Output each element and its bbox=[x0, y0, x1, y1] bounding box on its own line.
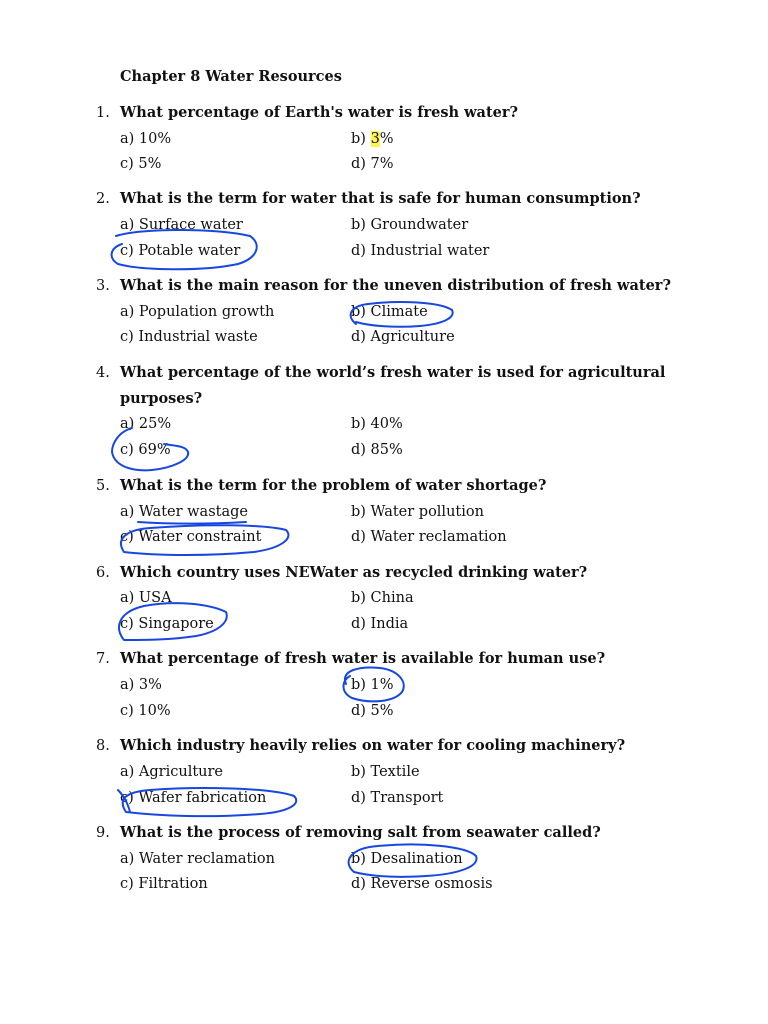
option-c: c) Singapore bbox=[120, 616, 214, 632]
question-text: Which country uses NEWater as recycled drinking water? bbox=[120, 564, 588, 581]
option-c: c) 10% bbox=[120, 703, 171, 719]
option-d: d) India bbox=[351, 616, 409, 632]
page-title: Chapter 8 Water Resources bbox=[120, 68, 342, 85]
option-b: b) Climate bbox=[351, 304, 428, 320]
option-c: c) 69% bbox=[120, 442, 171, 458]
option-d: d) Industrial water bbox=[351, 243, 490, 259]
option-d: d) 5% bbox=[351, 703, 394, 719]
option-c: c) Potable water bbox=[120, 243, 241, 259]
option-b bbox=[351, 131, 394, 147]
option-c: c) Industrial waste bbox=[120, 329, 258, 345]
option-b: b) Water pollution bbox=[351, 504, 484, 520]
ink-underline-q5 bbox=[138, 522, 246, 524]
option-d: d) 7% bbox=[351, 156, 394, 172]
option-d: d) 85% bbox=[351, 442, 403, 458]
option-b: b) Groundwater bbox=[351, 217, 469, 233]
option-a: a) Water wastage bbox=[120, 504, 248, 520]
question-text: What percentage of fresh water is available for human use? bbox=[120, 650, 606, 667]
option-d: d) Water reclamation bbox=[351, 529, 507, 545]
question-text: What is the process of removing salt from seawater called? bbox=[120, 824, 601, 841]
option-c: c) 5% bbox=[120, 156, 162, 172]
question-text: What percentage of Earth's water is fresh water? bbox=[120, 104, 519, 121]
option-d: d) Reverse osmosis bbox=[351, 876, 493, 892]
option-b: b) Textile bbox=[351, 764, 420, 780]
option-a: a) 25% bbox=[120, 416, 172, 432]
question-number: 8. bbox=[96, 738, 110, 754]
question-text: Which industry heavily relies on water for cooling machinery? bbox=[120, 737, 626, 754]
question-text: What is the term for water that is safe for human consumption? bbox=[120, 190, 641, 207]
option-a: a) Population growth bbox=[120, 304, 275, 320]
question-number: 7. bbox=[96, 651, 110, 667]
option-b-prefix: b) bbox=[351, 131, 371, 147]
option-a: a) Water reclamation bbox=[120, 851, 275, 867]
question-text: What is the main reason for the uneven distribution of fresh water? bbox=[120, 277, 671, 294]
question-text: What percentage of the world’s fresh water is used for agricultural purposes? bbox=[120, 364, 666, 407]
option-a: a) 3% bbox=[120, 677, 162, 693]
question-number: 4. bbox=[96, 365, 110, 381]
option-c: c) Water constraint bbox=[120, 529, 262, 545]
option-a: a) 10% bbox=[120, 131, 172, 147]
question-number: 2. bbox=[96, 191, 110, 207]
question-number: 3. bbox=[96, 278, 110, 294]
option-b: b) China bbox=[351, 590, 414, 606]
question-number: 5. bbox=[96, 478, 110, 494]
option-d: d) Transport bbox=[351, 790, 444, 806]
option-c: c) Wafer fabrication bbox=[120, 790, 267, 806]
question-number: 1. bbox=[96, 105, 110, 121]
option-a: a) USA bbox=[120, 590, 172, 606]
option-d: d) Agriculture bbox=[351, 329, 455, 345]
option-b: b) Desalination bbox=[351, 851, 463, 867]
highlighted-answer: 3 bbox=[370, 131, 380, 147]
question-text: What is the term for the problem of water shortage? bbox=[120, 477, 547, 494]
option-b-suffix: % bbox=[379, 131, 394, 147]
option-b: b) 1% bbox=[351, 677, 394, 693]
option-a: a) Surface water bbox=[120, 217, 243, 233]
option-c: c) Filtration bbox=[120, 876, 208, 892]
question-number: 9. bbox=[96, 825, 110, 841]
question-number: 6. bbox=[96, 565, 110, 581]
option-a: a) Agriculture bbox=[120, 764, 224, 780]
option-b: b) 40% bbox=[351, 416, 403, 432]
